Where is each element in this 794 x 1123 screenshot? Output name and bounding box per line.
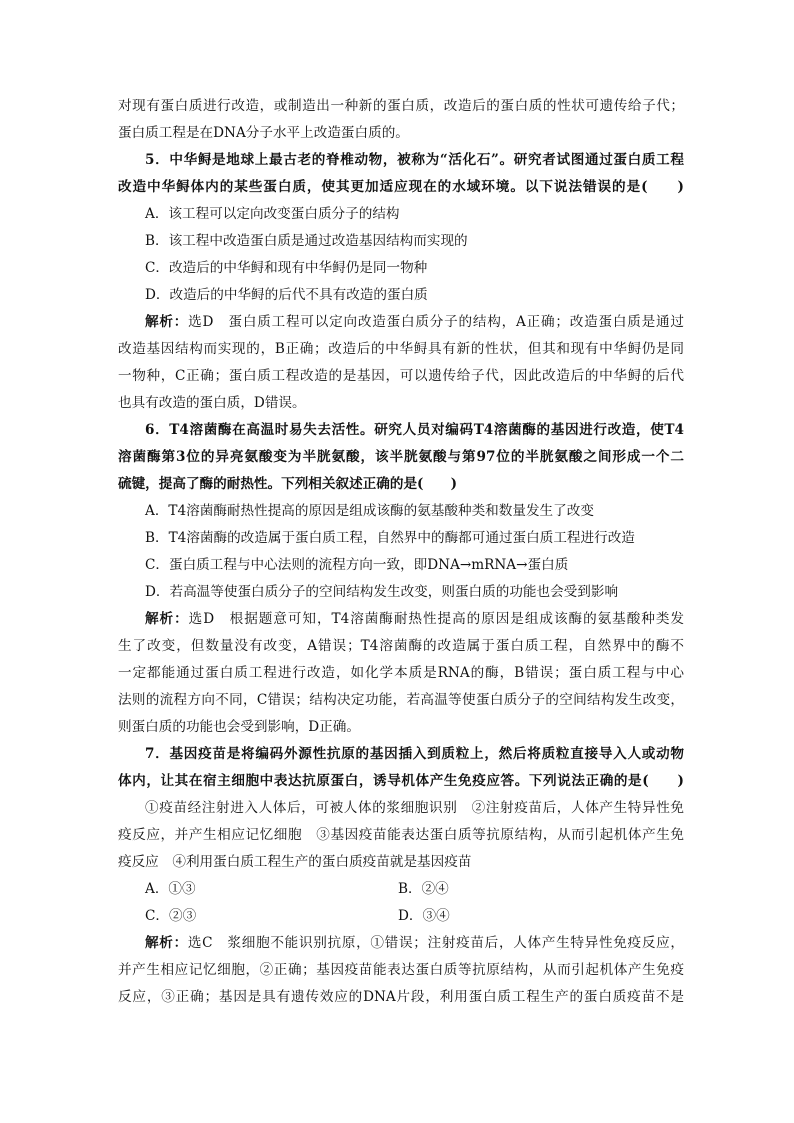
q7-option-a: A．①③ [145,881,196,897]
q6-stem-line: 硫键，提高了酶的耐热性。下列相关叙述正确的是( ) [118,476,458,492]
q5-stem-line: 改造中华鲟体内的某些蛋白质，使其更加适应现在的水域环境。以下说法错误的是( ) [118,179,684,195]
q6-analysis-line: 生了改变，但数量没有改变，A错误；T4溶菌酶的改造属于蛋白质工程，自然界中的酶不 [118,638,684,654]
intro-line: 对现有蛋白质进行改造，或制造出一种新的蛋白质，改造后的蛋白质的性状可遗传给子代； [118,98,684,114]
q5-option-b: B．该工程中改造蛋白质是通过改造基因结构而实现的 [145,233,468,249]
q7-analysis-text: 选C 浆细胞不能识别抗原，①错误；注射疫苗后，人体产生特异性免疫反应， [187,935,684,951]
q5-stem-line: 5．中华鲟是地球上最古老的脊椎动物，被称为“活化石”。研究者试图通过蛋白质工程 [145,152,684,168]
q7-option-d: D．③④ [398,908,450,924]
q7-options-row [118,903,684,930]
q6-analysis-line: 则蛋白质的功能也会受到影响，D正确。 [118,719,360,735]
q7-statement-line: 疫反应，并产生相应记忆细胞 ③基因疫苗能表达蛋白质等抗原结构，从而引起机体产生免 [118,827,684,843]
q6-analysis-label: 解析： [145,611,189,627]
q5-option-c: C．改造后的中华鲟和现有中华鲟仍是同一物种 [145,260,428,276]
q5-analysis-line: 改造基因结构而实现的，B正确；改造后的中华鲟具有新的性状，但其和现有中华鲟仍是同 [118,341,684,357]
q6-stem-line: 溶菌酶第3位的异亮氨酸变为半胱氨酸，该半胱氨酸与第97位的半胱氨酸之间形成一个二 [118,449,684,465]
q7-analysis-label: 解析： [145,935,188,951]
q7-options-row [118,876,684,903]
q5-analysis-label: 解析： [145,314,189,330]
intro-line: 蛋白质工程是在DNA分子水平上改造蛋白质的。 [118,125,409,141]
q5-option-a: A．该工程可以定向改变蛋白质分子的结构 [145,206,400,222]
q6-analysis-line: 法则的流程方向不同，C错误；结构决定功能，若高温等使蛋白质分子的空间结构发生改变， [118,692,684,708]
q5-analysis-text: 选D 蛋白质工程可以定向改造蛋白质分子的结构，A正确；改造蛋白质是通过 [188,314,684,330]
q6-stem-line: 6．T4溶菌酶在高温时易失去活性。研究人员对编码T4溶菌酶的基因进行改造，使T4 [145,422,684,438]
q5-option-d: D．改造后的中华鲟的后代不具有改造的蛋白质 [145,287,428,303]
q6-analysis-line [118,606,684,633]
q6-option-a: A．T4溶菌酶耐热性提高的原因是组成该酶的氨基酸种类和数量发生了改变 [145,503,594,519]
q7-option-b: B．②④ [398,881,449,897]
document-page [118,93,684,1011]
q6-analysis-line: 一定都能通过蛋白质工程进行改造，如化学本质是RNA的酶，B错误；蛋白质工程与中心 [118,665,684,681]
q7-analysis-line [118,930,684,957]
q6-option-c: C．蛋白质工程与中心法则的流程方向一致，即DNA→mRNA→蛋白质 [145,557,569,573]
q7-statement-line: 疫反应 ④利用蛋白质工程生产的蛋白质疫苗就是基因疫苗 [118,854,472,870]
q5-analysis-line: 一物种，C正确；蛋白质工程改造的是基因，可以遗传给子代，因此改造后的中华鲟的后代 [118,368,684,384]
q5-analysis-line [118,309,684,336]
q7-analysis-line: 并产生相应记忆细胞，②正确；基因疫苗能表达蛋白质等抗原结构，从而引起机体产生免疫 [118,962,684,978]
q5-analysis-line: 也具有改造的蛋白质，D错误。 [118,395,306,411]
q6-option-d: D．若高温等使蛋白质分子的空间结构发生改变，则蛋白质的功能也会受到影响 [145,584,619,600]
q7-option-c: C．②③ [145,908,197,924]
q7-stem-line: 7．基因疫苗是将编码外源性抗原的基因插入到质粒上，然后将质粒直接导入人或动物 [145,746,684,762]
q7-analysis-line: 反应，③正确；基因是具有遗传效应的DNA片段，利用蛋白质工程生产的蛋白质疫苗不是 [118,989,684,1005]
q7-stem-line: 体内，让其在宿主细胞中表达抗原蛋白，诱导机体产生免疫应答。下列说法正确的是( ) [118,773,684,789]
q6-option-b: B．T4溶菌酶的改造属于蛋白质工程，自然界中的酶都可通过蛋白质工程进行改造 [145,530,635,546]
q6-analysis-text: 选D 根据题意可知，T4溶菌酶耐热性提高的原因是组成该酶的氨基酸种类发 [188,611,684,627]
q7-statement-line: ①疫苗经注射进入人体后，可被人体的浆细胞识别 ②注射疫苗后，人体产生特异性免 [145,800,684,816]
